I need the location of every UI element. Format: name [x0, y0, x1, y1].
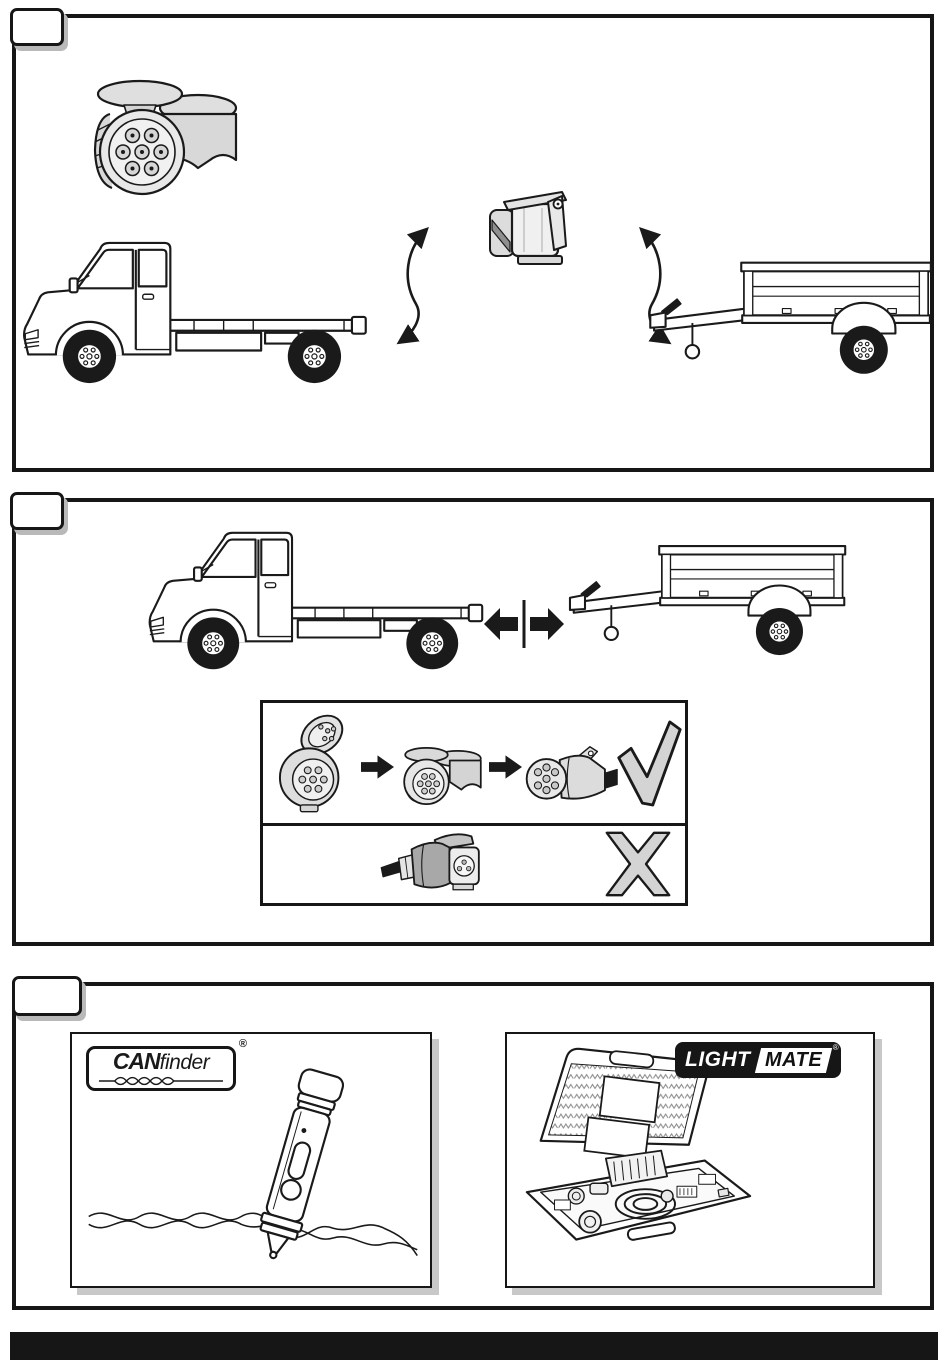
- socket-with-cap-illustration: [484, 180, 580, 272]
- couple-uncouple-arrows-icon: [482, 598, 566, 650]
- tester-case-illustration: [511, 1042, 763, 1284]
- panel-parts-overview: [12, 14, 934, 472]
- lightmate-product-box: [505, 1032, 875, 1288]
- canfinder-product-box: [70, 1032, 432, 1288]
- adapter-illustration: [399, 745, 485, 809]
- canfinder-registered-mark: ®: [238, 1038, 247, 1050]
- panel-connection-sequence: [12, 498, 934, 946]
- chassis-cab-truck-illustration: [18, 238, 374, 388]
- cross-icon: [603, 831, 673, 897]
- panel-test-tools: [12, 982, 934, 1310]
- socket-open-lid-illustration: [277, 709, 355, 815]
- lightmate-logo: [675, 1042, 841, 1078]
- arrow-right-icon: [361, 755, 394, 779]
- wrong-connection-illustration: [379, 829, 505, 899]
- trailer-illustration: [648, 232, 936, 390]
- lightmate-logo-right-text: MATE: [764, 1048, 822, 1071]
- step-tab-2: [10, 492, 64, 530]
- socket-13pin-with-bracket-illustration: [80, 68, 245, 198]
- box-divider: [263, 823, 685, 826]
- canfinder-logo-text: finder: [159, 1051, 210, 1074]
- pen-tester-on-wire-illustration: [80, 1062, 424, 1282]
- trailer-illustration: [568, 516, 850, 671]
- step-tab-1: [10, 8, 64, 46]
- step-tab-3: [12, 976, 82, 1016]
- lightmate-registered-mark: ®: [832, 1043, 839, 1052]
- check-icon: [615, 717, 683, 809]
- canfinder-logo-bold-text: CAN: [112, 1048, 160, 1074]
- lightmate-logo-left-text: LIGHT: [685, 1048, 751, 1071]
- footer-bar: [10, 1332, 938, 1360]
- arrow-right-icon: [489, 755, 522, 779]
- adapter-usage-box: [260, 700, 688, 906]
- plug-with-cable-illustration: [523, 743, 619, 809]
- chassis-cab-truck-illustration: [142, 528, 492, 674]
